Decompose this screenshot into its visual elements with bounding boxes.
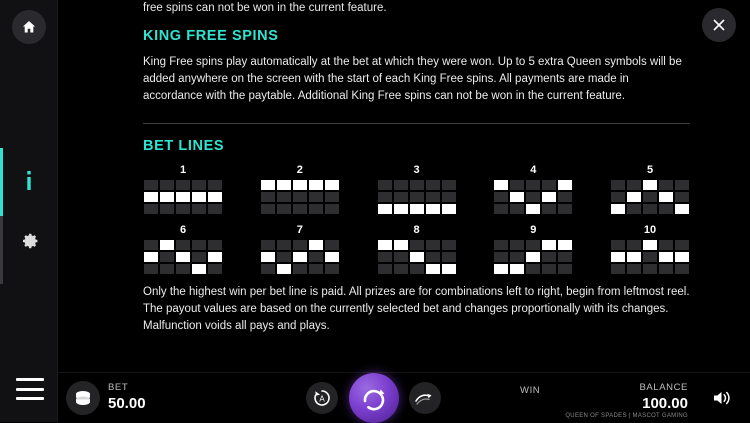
pattern-cell-active: [659, 252, 673, 262]
pattern-cell: [542, 204, 556, 214]
pattern-cell: [542, 264, 556, 274]
king-free-spins-title: KING FREE SPINS: [143, 28, 279, 44]
bet-line-5: [610, 164, 690, 214]
pattern-cell: [611, 240, 625, 250]
pattern-cell: [510, 180, 524, 190]
pattern-cell-active: [394, 204, 408, 214]
hamburger-menu-icon-bar2: [16, 388, 44, 391]
left-sidebar: [0, 0, 58, 422]
settings-button[interactable]: [12, 224, 46, 258]
menu-button[interactable]: [16, 378, 44, 400]
pattern-cell: [261, 204, 275, 214]
pattern-cell-active: [643, 180, 657, 190]
pattern-cell: [426, 192, 440, 202]
spin-icon: [359, 383, 389, 413]
autoplay-icon: [312, 388, 332, 408]
pattern-cell-active: [293, 180, 307, 190]
pattern-cell-active: [160, 192, 174, 202]
pattern-cell: [558, 252, 572, 262]
pattern-cell: [542, 180, 556, 190]
bet-lines-title: BET LINES: [143, 138, 225, 154]
spin-button[interactable]: [349, 373, 399, 423]
pattern-cell-active: [659, 192, 673, 202]
pattern-cell-active: [144, 252, 158, 262]
pattern-cell: [160, 252, 174, 262]
bet-line-2: [260, 164, 340, 214]
pattern-cell-active: [426, 204, 440, 214]
pattern-cell: [325, 264, 339, 274]
pattern-cell: [378, 264, 392, 274]
pattern-cell: [309, 204, 323, 214]
bet-line-9: [493, 224, 573, 274]
pattern-cell-active: [325, 252, 339, 262]
pattern-cell: [325, 204, 339, 214]
bet-line-number: 2: [296, 164, 303, 176]
pattern-cell-active: [378, 204, 392, 214]
pattern-cell: [325, 192, 339, 202]
pattern-cell-active: [643, 240, 657, 250]
pattern-cell: [611, 192, 625, 202]
provider-credit: QUEEN OF SPADES | MASCOT GAMING: [565, 413, 688, 419]
bet-line-number: 1: [179, 164, 187, 176]
pattern-cell: [526, 264, 540, 274]
pattern-cell: [410, 192, 424, 202]
pattern-cell: [160, 264, 174, 274]
pattern-cell: [410, 180, 424, 190]
turbo-spin-button[interactable]: [409, 382, 441, 414]
pattern-cell: [309, 192, 323, 202]
bet-line-8: [377, 224, 457, 274]
pattern-cell: [659, 180, 673, 190]
pattern-cell-active: [494, 264, 508, 274]
pattern-cell-active: [410, 252, 424, 262]
pattern-cell: [643, 204, 657, 214]
pattern-cell-active: [144, 192, 158, 202]
pattern-cell: [261, 264, 275, 274]
pattern-cell: [394, 180, 408, 190]
pattern-cell-active: [208, 192, 222, 202]
balance-value: 100.00: [642, 395, 688, 412]
pattern-cell-active: [160, 240, 174, 250]
pattern-cell: [442, 180, 456, 190]
pattern-cell: [558, 264, 572, 274]
pattern-cell: [176, 204, 190, 214]
pattern-cell: [494, 252, 508, 262]
pattern-cell: [293, 240, 307, 250]
bet-line-number: 7: [296, 224, 303, 236]
pattern-cell: [510, 240, 524, 250]
pattern-cell: [643, 192, 657, 202]
section-divider: [143, 123, 690, 124]
pattern-cell: [558, 204, 572, 214]
bet-line-pattern: [378, 180, 456, 214]
pattern-cell: [208, 204, 222, 214]
pattern-cell-active: [378, 240, 392, 250]
pattern-cell: [192, 180, 206, 190]
pattern-cell: [611, 264, 625, 274]
pattern-cell-active: [526, 204, 540, 214]
pattern-cell-active: [261, 252, 275, 262]
pattern-cell: [675, 240, 689, 250]
home-icon: [21, 19, 37, 35]
pattern-cell: [627, 180, 641, 190]
home-button[interactable]: [12, 10, 46, 44]
bet-lines-footer-text: Only the highest win per bet line is paid. All prizes are for combinations left to right, begin from leftmost reel. The payout values are based on the currently selected bet and changes proportionally with its changes. Malfunction voids all pays and plays.: [143, 286, 690, 332]
pattern-cell-active: [526, 252, 540, 262]
pattern-cell: [192, 240, 206, 250]
pattern-cell-active: [627, 192, 641, 202]
pattern-cell-active: [293, 252, 307, 262]
pattern-cell-active: [611, 252, 625, 262]
pattern-cell: [309, 264, 323, 274]
autoplay-button[interactable]: [306, 382, 338, 414]
pattern-cell: [426, 180, 440, 190]
pattern-cell: [426, 240, 440, 250]
bet-line-number: 3: [413, 164, 420, 176]
pattern-cell: [627, 204, 641, 214]
pattern-cell-active: [510, 264, 524, 274]
pattern-cell: [659, 264, 673, 274]
pattern-cell: [378, 252, 392, 262]
pattern-cell: [378, 180, 392, 190]
pattern-cell: [510, 204, 524, 214]
pattern-cell: [675, 192, 689, 202]
pattern-cell: [394, 252, 408, 262]
pattern-cell-active: [261, 180, 275, 190]
bet-display[interactable]: [108, 382, 146, 412]
paytable-content: [58, 0, 750, 372]
pattern-cell: [293, 264, 307, 274]
pattern-cell-active: [394, 240, 408, 250]
pattern-cell: [442, 252, 456, 262]
pattern-cell: [325, 240, 339, 250]
pattern-cell: [309, 252, 323, 262]
pattern-cell: [494, 204, 508, 214]
bet-line-pattern: [611, 180, 689, 214]
pattern-cell-active: [309, 180, 323, 190]
sidebar-inactive-indicator: [0, 216, 3, 284]
bet-lines-grid-container: [143, 164, 690, 274]
bet-line-pattern: [261, 180, 339, 214]
pattern-cell: [208, 240, 222, 250]
pattern-cell: [160, 180, 174, 190]
pattern-cell: [510, 252, 524, 262]
pattern-cell-active: [277, 264, 291, 274]
pattern-cell: [659, 240, 673, 250]
close-icon: [712, 18, 726, 32]
pattern-cell: [526, 180, 540, 190]
pattern-cell: [160, 204, 174, 214]
balance-label: BALANCE: [639, 382, 688, 393]
bet-lines-row-top: [143, 164, 690, 214]
bet-line-pattern: [378, 240, 456, 274]
pattern-cell: [208, 264, 222, 274]
pattern-cell-active: [426, 264, 440, 274]
bet-lines-row-bottom: [143, 224, 690, 274]
pattern-cell: [394, 264, 408, 274]
pattern-cell: [526, 240, 540, 250]
svg-text:A: A: [319, 394, 325, 404]
bet-line-10: [610, 224, 690, 274]
info-button[interactable]: [12, 164, 46, 198]
pattern-cell: [144, 204, 158, 214]
hamburger-menu-icon: [16, 378, 44, 381]
pattern-cell: [442, 240, 456, 250]
bet-coin-button[interactable]: [66, 381, 100, 415]
bet-line-number: 8: [413, 224, 420, 236]
pattern-cell: [675, 264, 689, 274]
bet-line-number: 5: [646, 164, 654, 176]
pattern-cell-active: [309, 240, 323, 250]
bet-line-number: 6: [179, 224, 187, 236]
pattern-cell: [526, 192, 540, 202]
pattern-cell-active: [192, 192, 206, 202]
king-free-spins-body: King Free spins play automatically at the bet at which they were won. Up to 5 extra Queen symbols will be added anywhere on the screen with the start of each King Free spins. All payments are made in accordance with the paytable. Additional King Free spins can not be won in the current feature.: [143, 56, 682, 102]
bet-line-pattern: [261, 240, 339, 274]
win-label: WIN: [520, 385, 541, 396]
pattern-cell: [277, 192, 291, 202]
win-display: [520, 385, 540, 396]
info-icon: [19, 169, 39, 193]
sound-button[interactable]: [708, 385, 736, 411]
bet-value: 50.00: [108, 395, 146, 412]
bet-line-pattern: [611, 240, 689, 274]
previous-section-cut-text: free spins can not be won in the current feature.: [143, 2, 387, 14]
pattern-cell: [410, 240, 424, 250]
pattern-cell-active: [510, 192, 524, 202]
pattern-cell: [261, 240, 275, 250]
pattern-cell-active: [675, 252, 689, 262]
pattern-cell: [176, 240, 190, 250]
bet-line-number: 10: [643, 224, 657, 236]
pattern-cell: [176, 180, 190, 190]
pattern-cell: [494, 240, 508, 250]
pattern-cell: [394, 192, 408, 202]
pattern-cell-active: [558, 240, 572, 250]
pattern-cell-active: [611, 204, 625, 214]
pattern-cell-active: [442, 264, 456, 274]
bet-line-pattern: [494, 240, 572, 274]
pattern-cell-active: [277, 180, 291, 190]
pattern-cell: [261, 192, 275, 202]
pattern-cell: [643, 252, 657, 262]
bet-label: BET: [108, 382, 129, 393]
bottom-control-bar: [0, 372, 750, 422]
pattern-cell-active: [627, 252, 641, 262]
pattern-cell: [208, 180, 222, 190]
bet-line-number: 9: [530, 224, 537, 236]
pattern-cell: [542, 252, 556, 262]
bet-line-4: [493, 164, 573, 214]
pattern-cell: [378, 192, 392, 202]
pattern-cell: [144, 264, 158, 274]
pattern-cell: [494, 192, 508, 202]
volume-icon: [711, 388, 733, 408]
pattern-cell-active: [675, 204, 689, 214]
pattern-cell: [659, 204, 673, 214]
hamburger-menu-icon-bar3: [16, 397, 44, 400]
pattern-cell-active: [410, 204, 424, 214]
bet-line-3: [377, 164, 457, 214]
pattern-cell-active: [494, 180, 508, 190]
pattern-cell: [144, 180, 158, 190]
bet-line-pattern: [144, 180, 222, 214]
pattern-cell: [277, 240, 291, 250]
pattern-cell: [558, 192, 572, 202]
pattern-cell: [627, 240, 641, 250]
pattern-cell: [277, 204, 291, 214]
pattern-cell: [293, 192, 307, 202]
pattern-cell: [675, 180, 689, 190]
pattern-cell: [293, 204, 307, 214]
pattern-cell: [277, 252, 291, 262]
pattern-cell-active: [542, 192, 556, 202]
coin-stack-icon: [73, 389, 93, 407]
pattern-cell-active: [176, 192, 190, 202]
pattern-cell-active: [442, 204, 456, 214]
bet-line-number: 4: [530, 164, 537, 176]
balance-display: [639, 382, 688, 412]
pattern-cell: [192, 252, 206, 262]
pattern-cell: [192, 204, 206, 214]
bet-line-1: [143, 164, 223, 214]
bet-line-pattern: [494, 180, 572, 214]
pattern-cell: [611, 180, 625, 190]
pattern-cell-active: [208, 252, 222, 262]
bet-line-pattern: [144, 240, 222, 274]
pattern-cell: [176, 264, 190, 274]
pattern-cell-active: [192, 264, 206, 274]
pattern-cell-active: [558, 180, 572, 190]
pattern-cell: [426, 252, 440, 262]
pattern-cell-active: [325, 180, 339, 190]
sidebar-active-indicator: [0, 148, 3, 216]
gear-icon: [17, 229, 41, 253]
pattern-cell-active: [542, 240, 556, 250]
pattern-cell: [627, 264, 641, 274]
turbo-spin-icon: [414, 389, 436, 407]
bet-line-7: [260, 224, 340, 274]
bet-line-6: [143, 224, 223, 274]
pattern-cell-active: [176, 252, 190, 262]
pattern-cell: [410, 264, 424, 274]
pattern-cell: [643, 264, 657, 274]
pattern-cell: [442, 192, 456, 202]
pattern-cell: [144, 240, 158, 250]
close-button[interactable]: [702, 8, 736, 42]
